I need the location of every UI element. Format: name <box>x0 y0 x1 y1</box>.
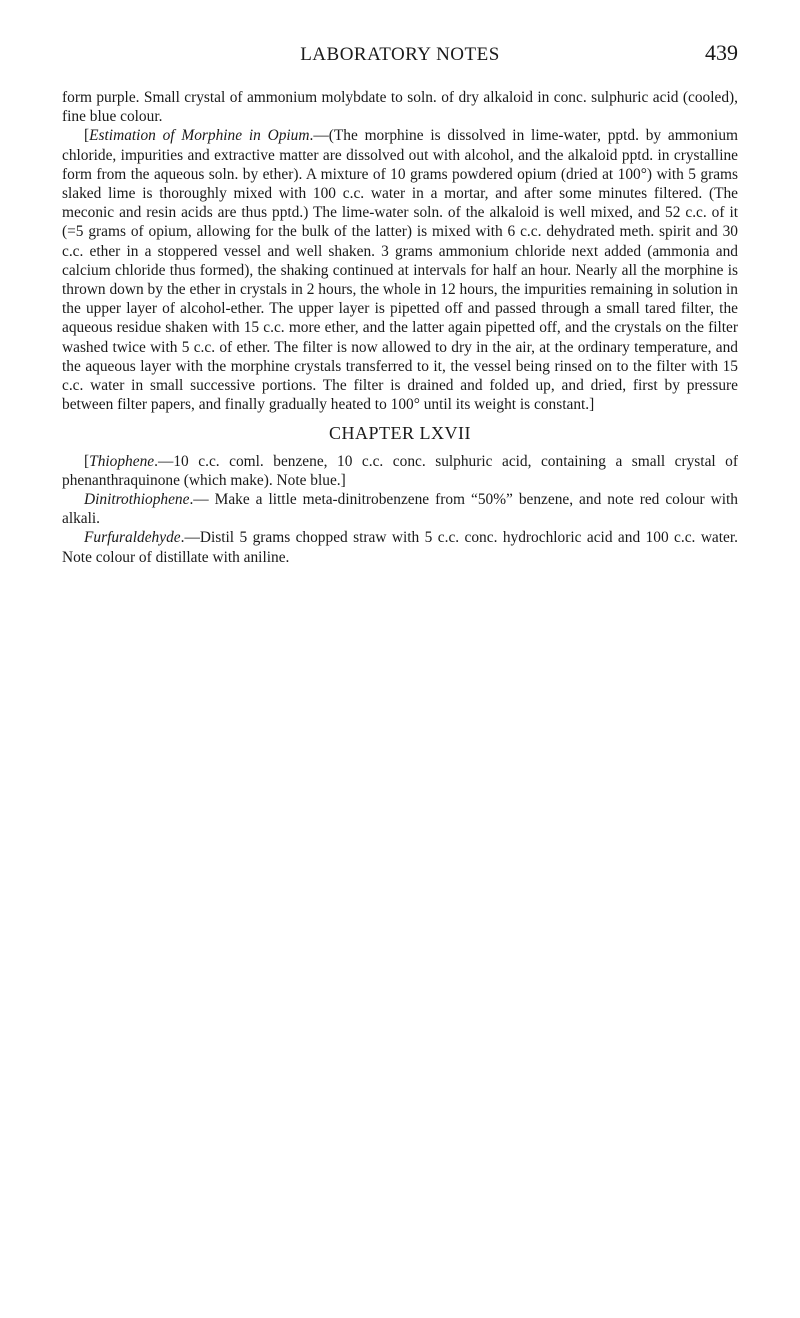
page-number: 439 <box>705 40 738 65</box>
section-title-dinitrothiophene: Dinitrothiophene <box>84 491 190 509</box>
chapter-heading: CHAPTER LXVII <box>329 423 471 444</box>
section-title-furfuraldehyde: Furfuraldehyde <box>84 529 181 547</box>
paragraph-text: .—10 c.c. coml. benzene, 10 c.c. conc. sulphuric acid, containing a small crystal of phenanthraquinone (which make). Note blue.] <box>62 452 738 489</box>
paragraph-text: form purple. Small crystal of ammonium molybdate to soln. of dry alkaloid in conc. sulphuric acid (cooled), fine blue colour. <box>62 89 738 126</box>
bracket: [ <box>84 127 90 145</box>
book-page <box>62 0 738 567</box>
running-head: LABORATORY NOTES <box>300 44 500 65</box>
paragraph-thiophene <box>62 452 738 490</box>
paragraph-text: .—Distil 5 grams chopped straw with 5 c.c. conc. hydrochloric acid and 100 c.c. water. Note colour of distillate with aniline. <box>62 529 738 566</box>
paragraph-dinitrothiophene <box>62 490 738 528</box>
page-header <box>62 0 738 68</box>
paragraph-text: .—(The morphine is dissolved in lime-water, pptd. by ammonium chloride, impurities and extractive matter are dissolved out with alcohol, and the alkaloid pptd. in crystalline form from the aqueous soln. by ether). A mixture of 10 grams powdered opium (dried at 100°) with 5 grams slaked lime is thoroughly mixed with 100 c.c. water in a mortar, and after some minutes filtered. (The meconic and resin acids are thus pptd.) The lime-water soln. of the alkaloid is well mixed, and 52 c.c. of it (=5 grams of opium, allowing for the bulk of the latter) is mixed with 6 c.c. dehydrated meth. spirit and 30 c.c. ether in a stoppered vessel and well shaken. 3 grams ammonium chloride next added (ammonia and calcium chloride thus formed), the shaking continued at intervals for half an hour. Nearly all the morphine is thrown down by the ether in crystals in 2 hours, the whole in 12 hours, the impurities remaining in solution in the upper layer of alcohol-ether. The upper layer is pipetted off and passed through a small tared filter, the aqueous residue shaken with 15 c.c. more ether, and the latter again pipetted off, and the crystals on the filter washed twice with 5 c.c. of ether. The filter is now allowed to dry in the air, at the ordinary temperature, and the aqueous layer with the morphine crystals transferred to it, the vessel being rinsed on to the filter with 15 c.c. water in small successive portions. The filter is drained and folded up, and dried, first by pressure between filter papers, and finally gradually heated to 100° until its weight is constant.] <box>62 127 738 414</box>
paragraph-furfuraldehyde <box>62 528 738 566</box>
bracket: [ <box>84 452 90 470</box>
body-text <box>62 88 738 567</box>
paragraph-molybdate-test <box>62 88 738 126</box>
paragraph-text: .— Make a little meta-dinitrobenzene from “50%” benzene, and note red colour with alkali. <box>62 491 738 528</box>
paragraph-morphine-estimation <box>62 126 738 414</box>
section-title-thiophene: Thiophene <box>89 452 155 470</box>
section-title-morphine: Estimation of Morphine in Opium <box>89 127 310 145</box>
